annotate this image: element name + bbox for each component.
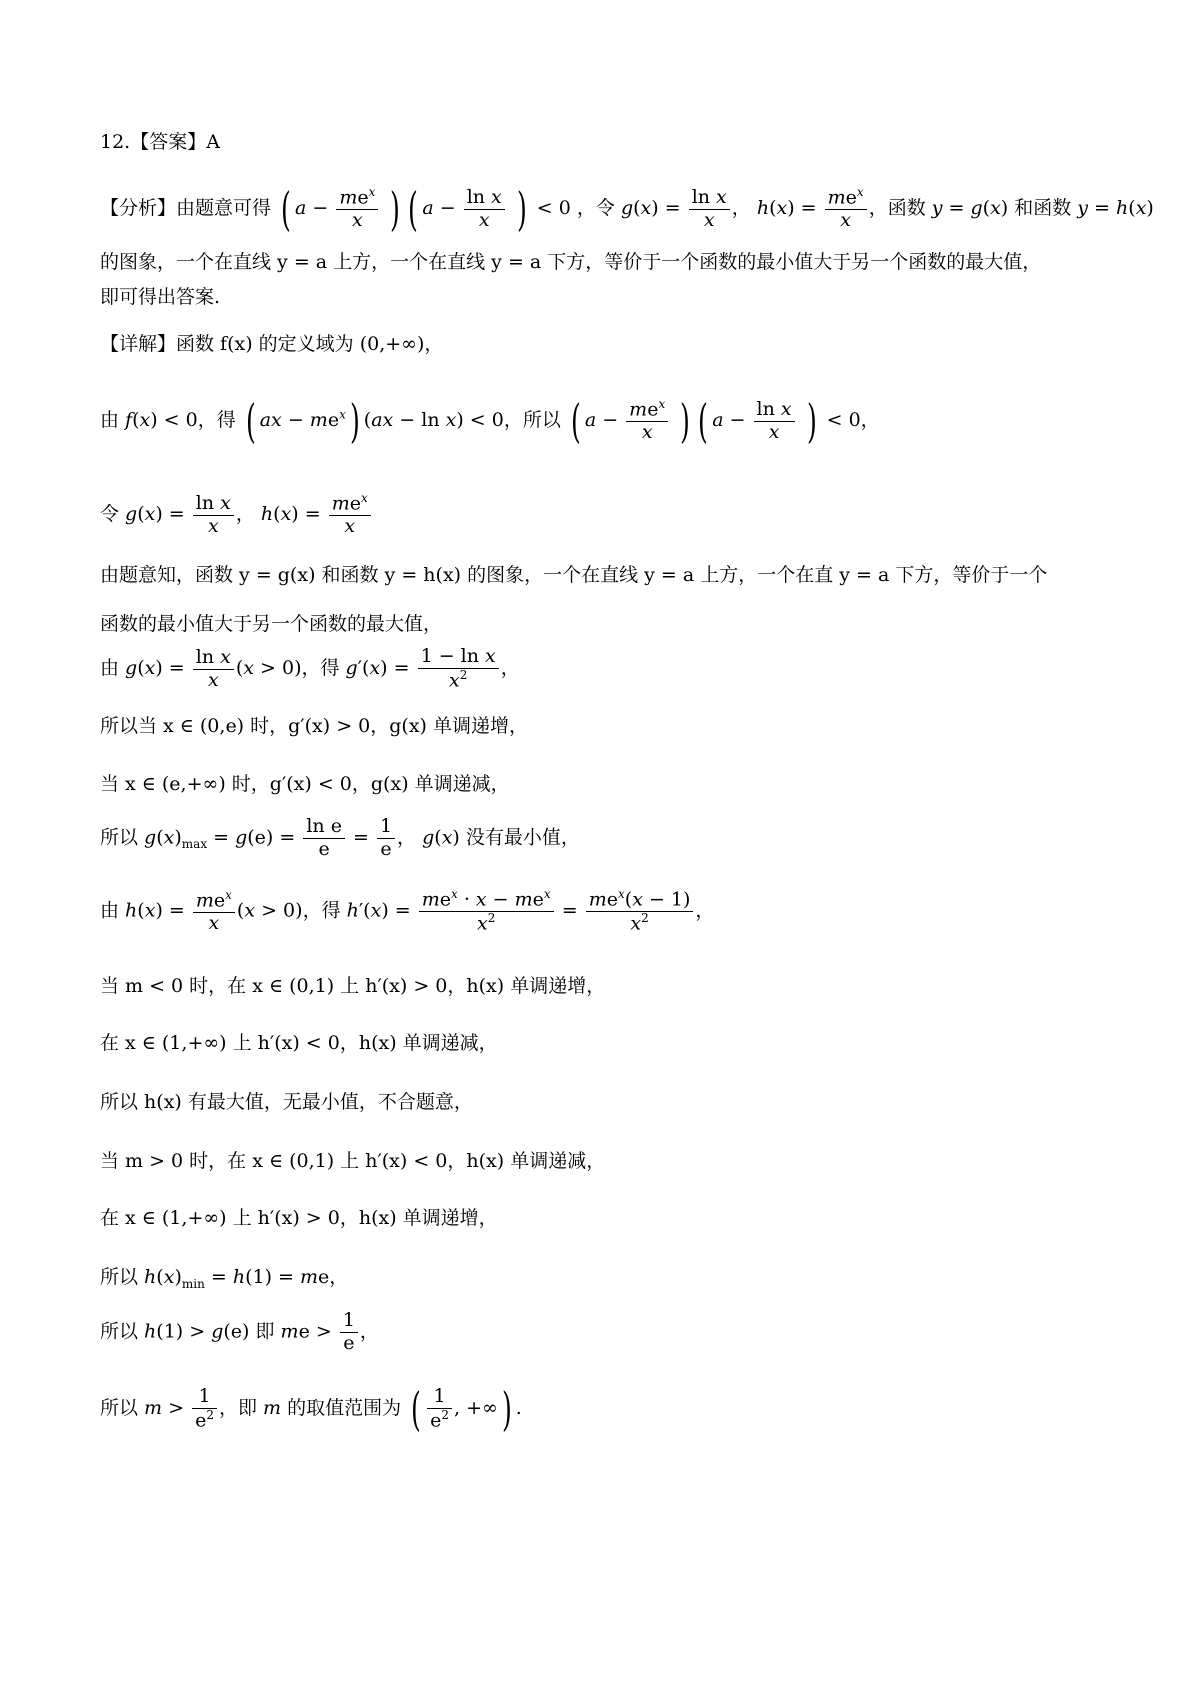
detail-line-18: 所以 m > $\frac{1}{e^2}$ ，即 m 的取值范围为 ( $\frac{1}{e^2}$ , +∞) .: [100, 1382, 522, 1437]
detail-line-13: 所以 h(x) 有最大值，无最小值，不合题意，: [100, 1091, 473, 1113]
detail-line-6: 由 g(x) = $\frac{\text{ln x}}{x}$ (x > 0)，得 g′(x) = $\frac{\text{1 − ln x}}{x^2}$ ，: [100, 645, 520, 692]
analysis-line-1: 【分析】由题意可得 ( a − $me^x$ x ) ( a − $\frac{\text{ln x}}{x}$ ) < 0 ，令 g(x) = $\frac{\text{ln x}}{x}$ ， h(x) = $me^x$ x ，函数 y = g(x) 和函数 y = h(x): [100, 182, 1154, 237]
answer-label: 12.【答案】A: [100, 131, 220, 153]
detail-line-2: 由 f(x) < 0，得 ( ax − $me^x$) (ax − ln x) < 0，所以 ( a − $me^x$ x ) ( a − $\frac{\text{ln x}}{x}$ ) < 0，: [100, 394, 880, 449]
detail-line-11: 当 m < 0 时，在 x ∈ (0,1) 上 h′(x) > 0，h(x) 单调递增，: [100, 975, 606, 997]
analysis-line-2: 的图象，一个在直线 y = a 上方，一个在直线 y = a 下方，等价于一个函数的最小值大于另一个函数的最大值，: [100, 251, 1042, 273]
detail-line-5: 函数的最小值大于另一个函数的最大值，: [100, 613, 443, 635]
detail-line-4: 由题意知，函数 y = g(x) 和函数 y = h(x) 的图象，一个在直线 y = a 上方，一个在直 y = a 下方，等价于一个: [100, 564, 1048, 586]
detail-line-1: 【详解】函数 f(x) 的定义域为 (0,+∞)，: [100, 333, 444, 355]
detail-line-14: 当 m > 0 时，在 x ∈ (0,1) 上 h′(x) < 0，h(x) 单调递减，: [100, 1150, 606, 1172]
answer-heading: [100, 130, 220, 154]
detail-line-17: 所以 h(1) > g(e) 即 me > $\frac{1}{e}$ ，: [100, 1309, 379, 1354]
detail-line-15: 在 x ∈ (1,+∞) 上 h′(x) > 0，h(x) 单调递增，: [100, 1207, 498, 1229]
detail-line-16: 所以 $h(x)_{min} = h(1)$ = me，: [100, 1266, 349, 1291]
detail-line-7: 所以当 x ∈ (0,e) 时，g′(x) > 0，g(x) 单调递增，: [100, 715, 528, 737]
detail-line-3: 令 g(x) = $\frac{\text{ln x}}{x}$ ， h(x) = $me^x$ x: [100, 492, 373, 538]
detail-line-9: 所以 $g(x)_{max} = g(e)$ = $\frac{\text{ln e}}{e}$ = $\frac{1}{e}$ ， g(x) 没有最小值，: [100, 815, 580, 860]
detail-line-12: 在 x ∈ (1,+∞) 上 h′(x) < 0，h(x) 单调递减，: [100, 1032, 498, 1054]
analysis-tag: 【分析】由题意可得: [100, 197, 272, 220]
analysis-line-3: 即可得出答案.: [100, 286, 221, 308]
detail-line-8: 当 x ∈ (e,+∞) 时，g′(x) < 0，g(x) 单调递减，: [100, 773, 510, 795]
detail-line-10: 由 h(x) = $me^x$ x (x > 0)，得 h′(x) = $me^x \cdot x - me^x$ $x^2$ = $me^x(x - 1)$ $x^2$ ，: [100, 887, 715, 935]
